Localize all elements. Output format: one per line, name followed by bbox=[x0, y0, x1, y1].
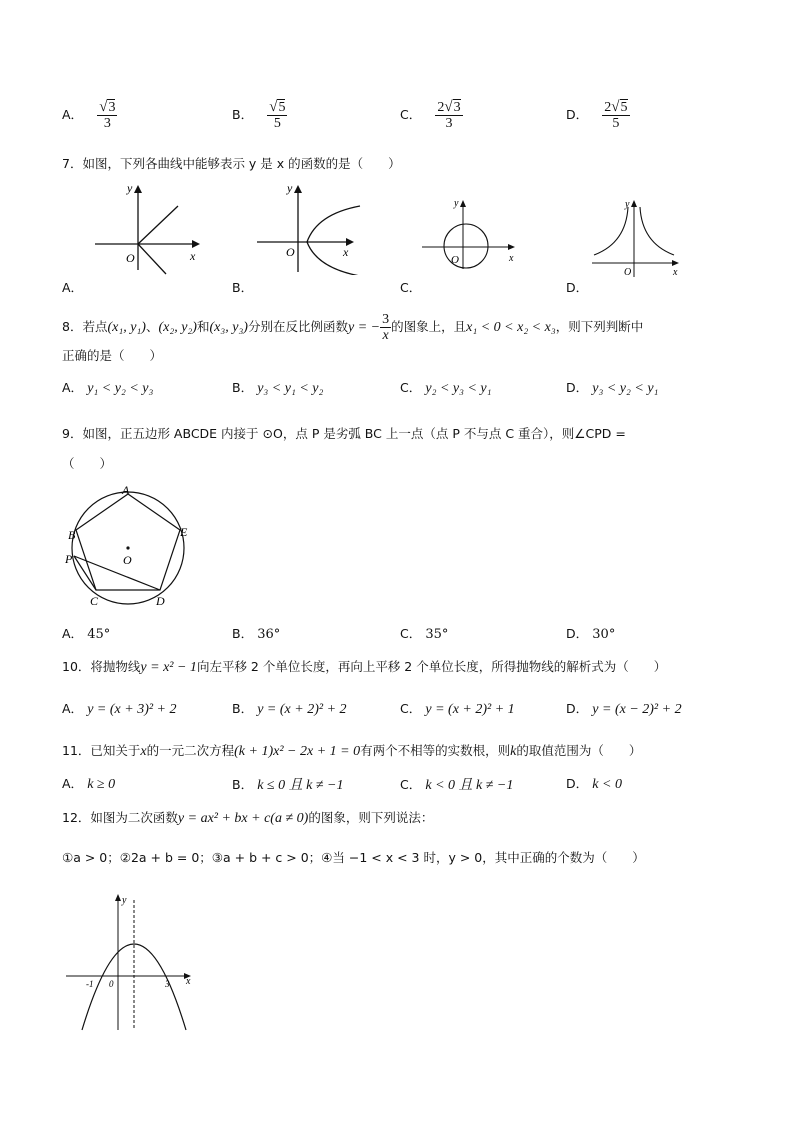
svg-text:3: 3 bbox=[165, 979, 170, 989]
q8-stem-line2: 正确的是（ ） bbox=[62, 348, 163, 363]
svg-text:D: D bbox=[156, 594, 165, 608]
option-letter: C． bbox=[400, 107, 422, 122]
option-letter: D． bbox=[566, 107, 589, 122]
svg-text:y: y bbox=[122, 895, 127, 906]
svg-text:O: O bbox=[451, 254, 459, 266]
svg-text:y: y bbox=[127, 181, 133, 195]
svg-text:C: C bbox=[90, 594, 99, 608]
q7-label-a: A． bbox=[62, 280, 84, 295]
svg-text:x: x bbox=[186, 976, 191, 987]
svg-text:y: y bbox=[625, 199, 630, 210]
q11-stem: 11．已知关于x的一元二次方程(k + 1)x² − 2x + 1 = 0有两个不相等的实数根，则k的取值范围为（ ） bbox=[62, 743, 642, 759]
svg-text:x: x bbox=[509, 253, 514, 264]
q7-graph-c bbox=[420, 195, 520, 270]
svg-text:P: P bbox=[65, 552, 73, 566]
svg-text:x: x bbox=[673, 267, 678, 278]
q6-option-d bbox=[566, 100, 630, 131]
q9-option-b: B． 36° bbox=[232, 626, 281, 642]
q9-pentagon-figure bbox=[62, 482, 197, 612]
q7-graph-b bbox=[255, 180, 365, 275]
q6-option-b bbox=[232, 100, 287, 131]
q11-option-c: C． k < 0 且 k ≠ −1 bbox=[400, 777, 514, 793]
svg-text:O: O bbox=[126, 251, 135, 265]
q7-stem: 7．如图，下列各曲线中能够表示 y 是 x 的函数的是（ ） bbox=[62, 156, 401, 171]
q10-stem: 10．将抛物线y = x² − 1向左平移 2 个单位长度，再向上平移 2 个单位长度，所得抛物线的解析式为（ ） bbox=[62, 659, 667, 675]
q10-option-c: C． y = (x + 2)² + 1 bbox=[400, 701, 515, 717]
q8-option-b: B． y₃ < y₁ < y₂ bbox=[232, 380, 324, 396]
svg-text:O: O bbox=[286, 245, 295, 259]
svg-text:O: O bbox=[624, 267, 632, 278]
q7-label-b: B． bbox=[232, 280, 254, 295]
svg-text:y: y bbox=[454, 198, 459, 209]
svg-text:0: 0 bbox=[109, 979, 114, 989]
q12-claims: ①a > 0；②2a + b = 0；③a + b + c > 0；④当 −1 < x < 3 时，y > 0，其中正确的个数为（ ） bbox=[62, 850, 645, 865]
svg-text:x: x bbox=[343, 245, 349, 259]
svg-text:A: A bbox=[122, 483, 130, 497]
q12-stem: 12．如图为二次函数y = ax² + bx + c(a ≠ 0)的图象，则下列说法： bbox=[62, 810, 434, 826]
q8-option-d: D． y₃ < y₂ < y₁ bbox=[566, 380, 659, 396]
q9-stem-line2: （ ） bbox=[62, 456, 113, 471]
svg-text:-1: -1 bbox=[86, 979, 94, 989]
q9-option-a: A． 45° bbox=[62, 626, 111, 642]
q8-option-c: C． y₂ < y₃ < y₁ bbox=[400, 380, 492, 396]
q9-option-d: D． 30° bbox=[566, 626, 616, 642]
q10-option-d: D． y = (x − 2)² + 2 bbox=[566, 701, 682, 717]
fraction: $\frac{2√5}{5}$ bbox=[604, 99, 628, 131]
q8-option-a: A． y₁ < y₂ < y₃ bbox=[62, 380, 154, 396]
q11-option-d: D． k < 0 bbox=[566, 776, 622, 792]
q7-label-c: C． bbox=[400, 280, 422, 295]
fraction: $\frac{2√3}{3}$ bbox=[437, 99, 461, 131]
q12-parabola-graph bbox=[62, 890, 202, 1035]
q11-option-a: A． k ≥ 0 bbox=[62, 776, 116, 792]
svg-text:O: O bbox=[123, 553, 132, 567]
fraction: $\frac{√5}{5}$ bbox=[269, 99, 286, 131]
q10-option-b: B． y = (x + 2)² + 2 bbox=[232, 701, 347, 717]
q9-stem-line1: 9．如图，正五边形 ABCDE 内接于 ⊙O，点 P 是劣弧 BC 上一点（点 P 不与点 C 重合），则∠CPD = bbox=[62, 426, 626, 441]
fraction: $\frac{3}{x}$ bbox=[382, 312, 390, 343]
q9-option-c: C． 35° bbox=[400, 626, 449, 642]
option-letter: A． bbox=[62, 107, 84, 122]
option-letter: B． bbox=[232, 107, 254, 122]
q8-stem-line1: 8．若点(x₁, y₁)、(x₂, y₂)和(x₃, y₃)分别在反比例函数y = − $\frac{3}{x}$ 的图象上，且x₁ < 0 < x₂ < x₃，则下列判断中 bbox=[62, 312, 644, 343]
q7-graph-a bbox=[90, 180, 205, 275]
q6-option-a bbox=[62, 100, 117, 131]
q11-option-b: B． k ≤ 0 且 k ≠ −1 bbox=[232, 777, 344, 793]
q6-option-c bbox=[400, 100, 463, 131]
q10-option-a: A． y = (x + 3)² + 2 bbox=[62, 701, 177, 717]
svg-text:x: x bbox=[190, 249, 196, 263]
q7-graph-d bbox=[590, 197, 685, 279]
svg-text:y: y bbox=[287, 181, 293, 195]
svg-text:E: E bbox=[180, 525, 188, 539]
svg-text:B: B bbox=[68, 528, 76, 542]
q7-label-d: D． bbox=[566, 280, 589, 295]
fraction: $\frac{√3}{3}$ bbox=[99, 99, 116, 131]
